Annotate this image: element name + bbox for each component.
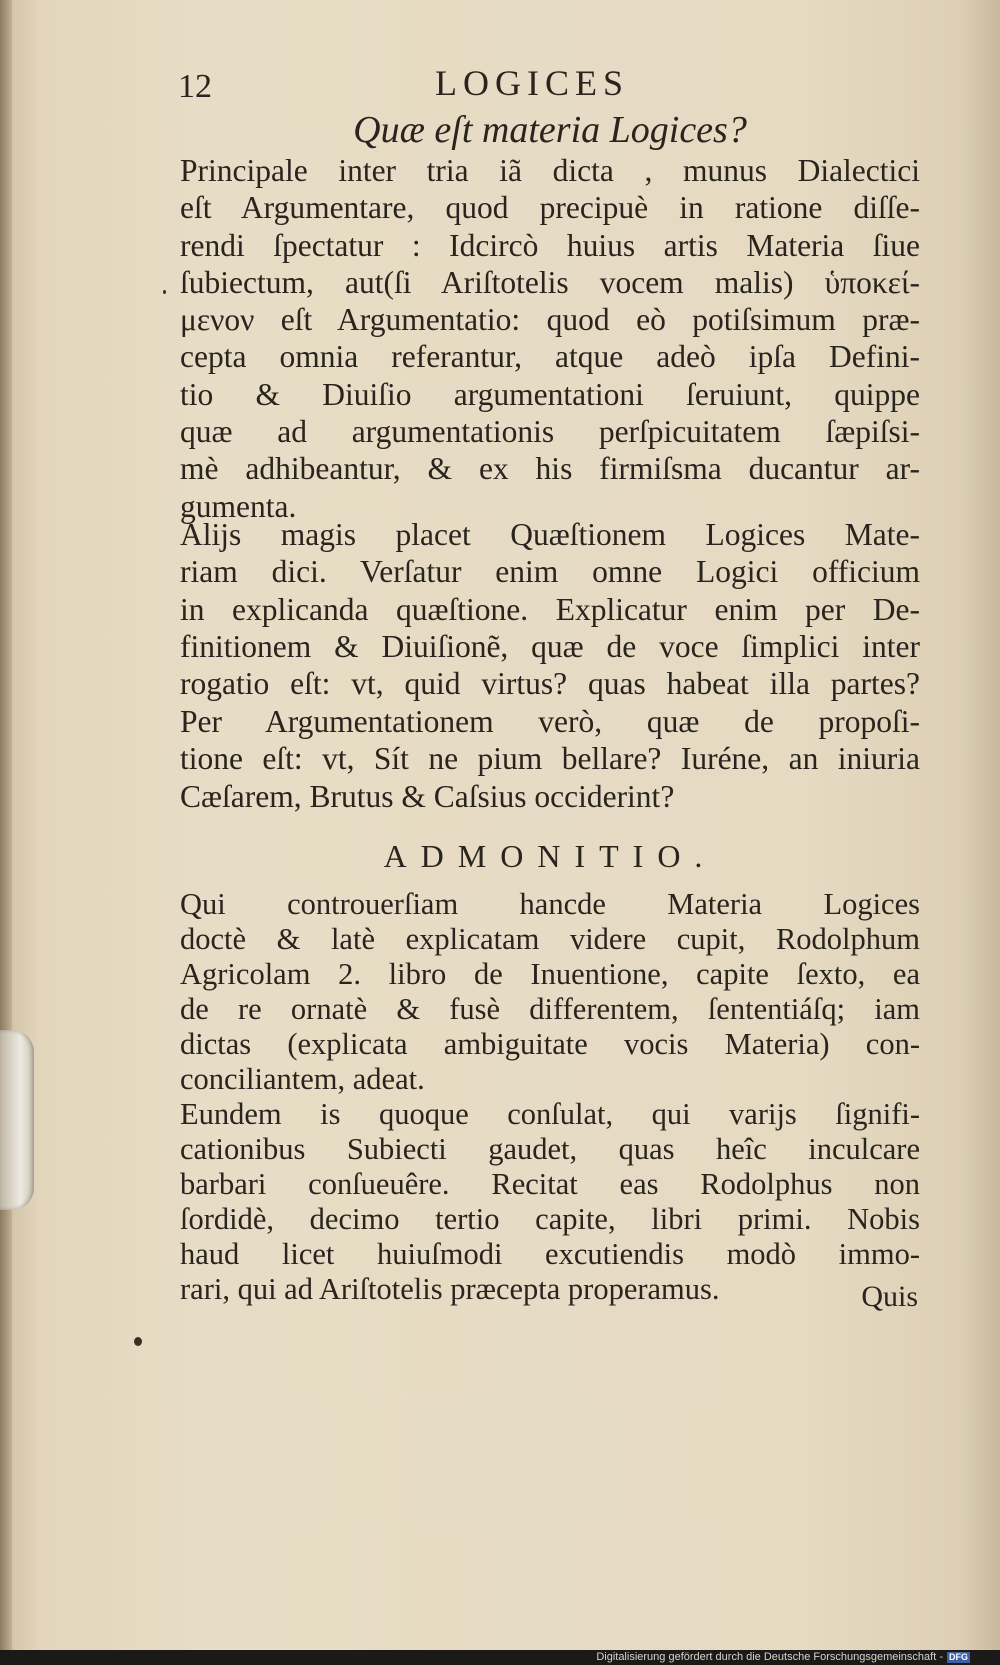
text-line: ſordidè, decimo tertio capite, libri primi. Nobis xyxy=(180,1202,920,1236)
catchword: Quis xyxy=(861,1280,918,1313)
text-line: rogatio eſt: vt, quid virtus? quas habeat illa partes? xyxy=(180,666,920,702)
admonitio-heading: ADMONITIO. xyxy=(383,838,717,874)
text-line: eſt Argumentare, quod precipuè in ratione diſſe- xyxy=(180,190,920,226)
text-line: rendi ſpectatur : Idcircò huius artis Materia ſiue xyxy=(180,227,920,263)
text-line: Qui controuerſiam hancde Materia Logices xyxy=(180,887,920,921)
page-number: 12 xyxy=(178,68,212,105)
text-line: quæ ad argumentationis perſpicuitatem ſæpiſsi- xyxy=(180,414,920,450)
page-header xyxy=(180,62,920,112)
text-line: gumenta. xyxy=(180,488,297,524)
digitization-footer xyxy=(0,1650,1000,1665)
text-line: de re ornatè & fusè differentem, ſententiáſq; iam xyxy=(180,992,920,1026)
text-line: haud licet huiuſmodi excutiendis modò immo- xyxy=(180,1237,920,1271)
dfg-logo-icon: DFG xyxy=(949,1652,968,1662)
running-title: LOGICES xyxy=(435,63,629,103)
text-line: rari, qui ad Ariſtotelis præcepta properamus. xyxy=(180,1272,720,1306)
text-line: Alijs magis placet Quæſtionem Logices Mate- xyxy=(180,517,920,552)
text-line: riam dici. Verſatur enim omne Logici officium xyxy=(180,554,920,590)
text-line: in explicanda quæſtione. Explicatur enim per De- xyxy=(180,591,920,627)
text-line: cepta omnia referantur, atque adeò ipſa Defini- xyxy=(180,339,920,375)
paragraph-4 xyxy=(180,887,920,1097)
text-line: tione eſt: vt, Sít ne pium bellare? Iuréne, an iniuria xyxy=(180,741,920,777)
text-line: doctè & latè explicatam videre cupit, Rodolphum xyxy=(180,922,920,956)
text-line: Agricolam 2. libro de Inuentione, capite ſexto, ea xyxy=(180,957,920,991)
text-line: tio & Diuiſio argumentationi ſeruiunt, quippe xyxy=(180,376,920,412)
text-line: Per Argumentationem verò, quæ de propoſi- xyxy=(180,704,920,739)
page-clip xyxy=(0,1030,34,1210)
section-title: Quæ eſt materia Logices? xyxy=(353,109,747,151)
paragraph-2 xyxy=(180,516,920,702)
text-line: barbari conſueuêre. Recitat eas Rodolphus non xyxy=(180,1167,920,1201)
text-line: ſubiectum, aut(ſi Ariſtotelis vocem malis) ὑποκεί- xyxy=(180,264,920,300)
paragraph-3 xyxy=(180,703,920,815)
text-line: Cæſarem, Brutus & Caſsius occiderint? xyxy=(180,778,675,814)
text-line: finitionem & Diuiſionẽ, quæ de voce ſimplici inter xyxy=(180,628,920,664)
ink-spot xyxy=(134,1337,142,1346)
text-line: cationibus Subiecti gaudet, quas heîc inculcare xyxy=(180,1132,920,1166)
footer-text: Digitalisierung gefördert durch die Deutsche Forschungsgemeinschaft - xyxy=(596,1651,943,1663)
text-line: μενον eſt Argumentatio: quod eò potiſsimum præ- xyxy=(180,302,920,338)
ink-spot xyxy=(163,290,166,294)
text-line: Eundem is quoque conſulat, qui varijs ſignifi- xyxy=(180,1097,920,1131)
paragraph-5 xyxy=(180,1097,920,1307)
paragraph-1 xyxy=(180,152,920,525)
text-line: conciliantem, adeat. xyxy=(180,1062,425,1096)
page-binding-edge xyxy=(0,0,12,1650)
text-line: Principale inter tria iã dicta , munus Dialectici xyxy=(180,153,920,188)
text-line: mè adhibeantur, & ex his firmiſsma ducantur ar- xyxy=(180,451,920,487)
text-line: dictas (explicata ambiguitate vocis Materia) con- xyxy=(180,1027,920,1061)
